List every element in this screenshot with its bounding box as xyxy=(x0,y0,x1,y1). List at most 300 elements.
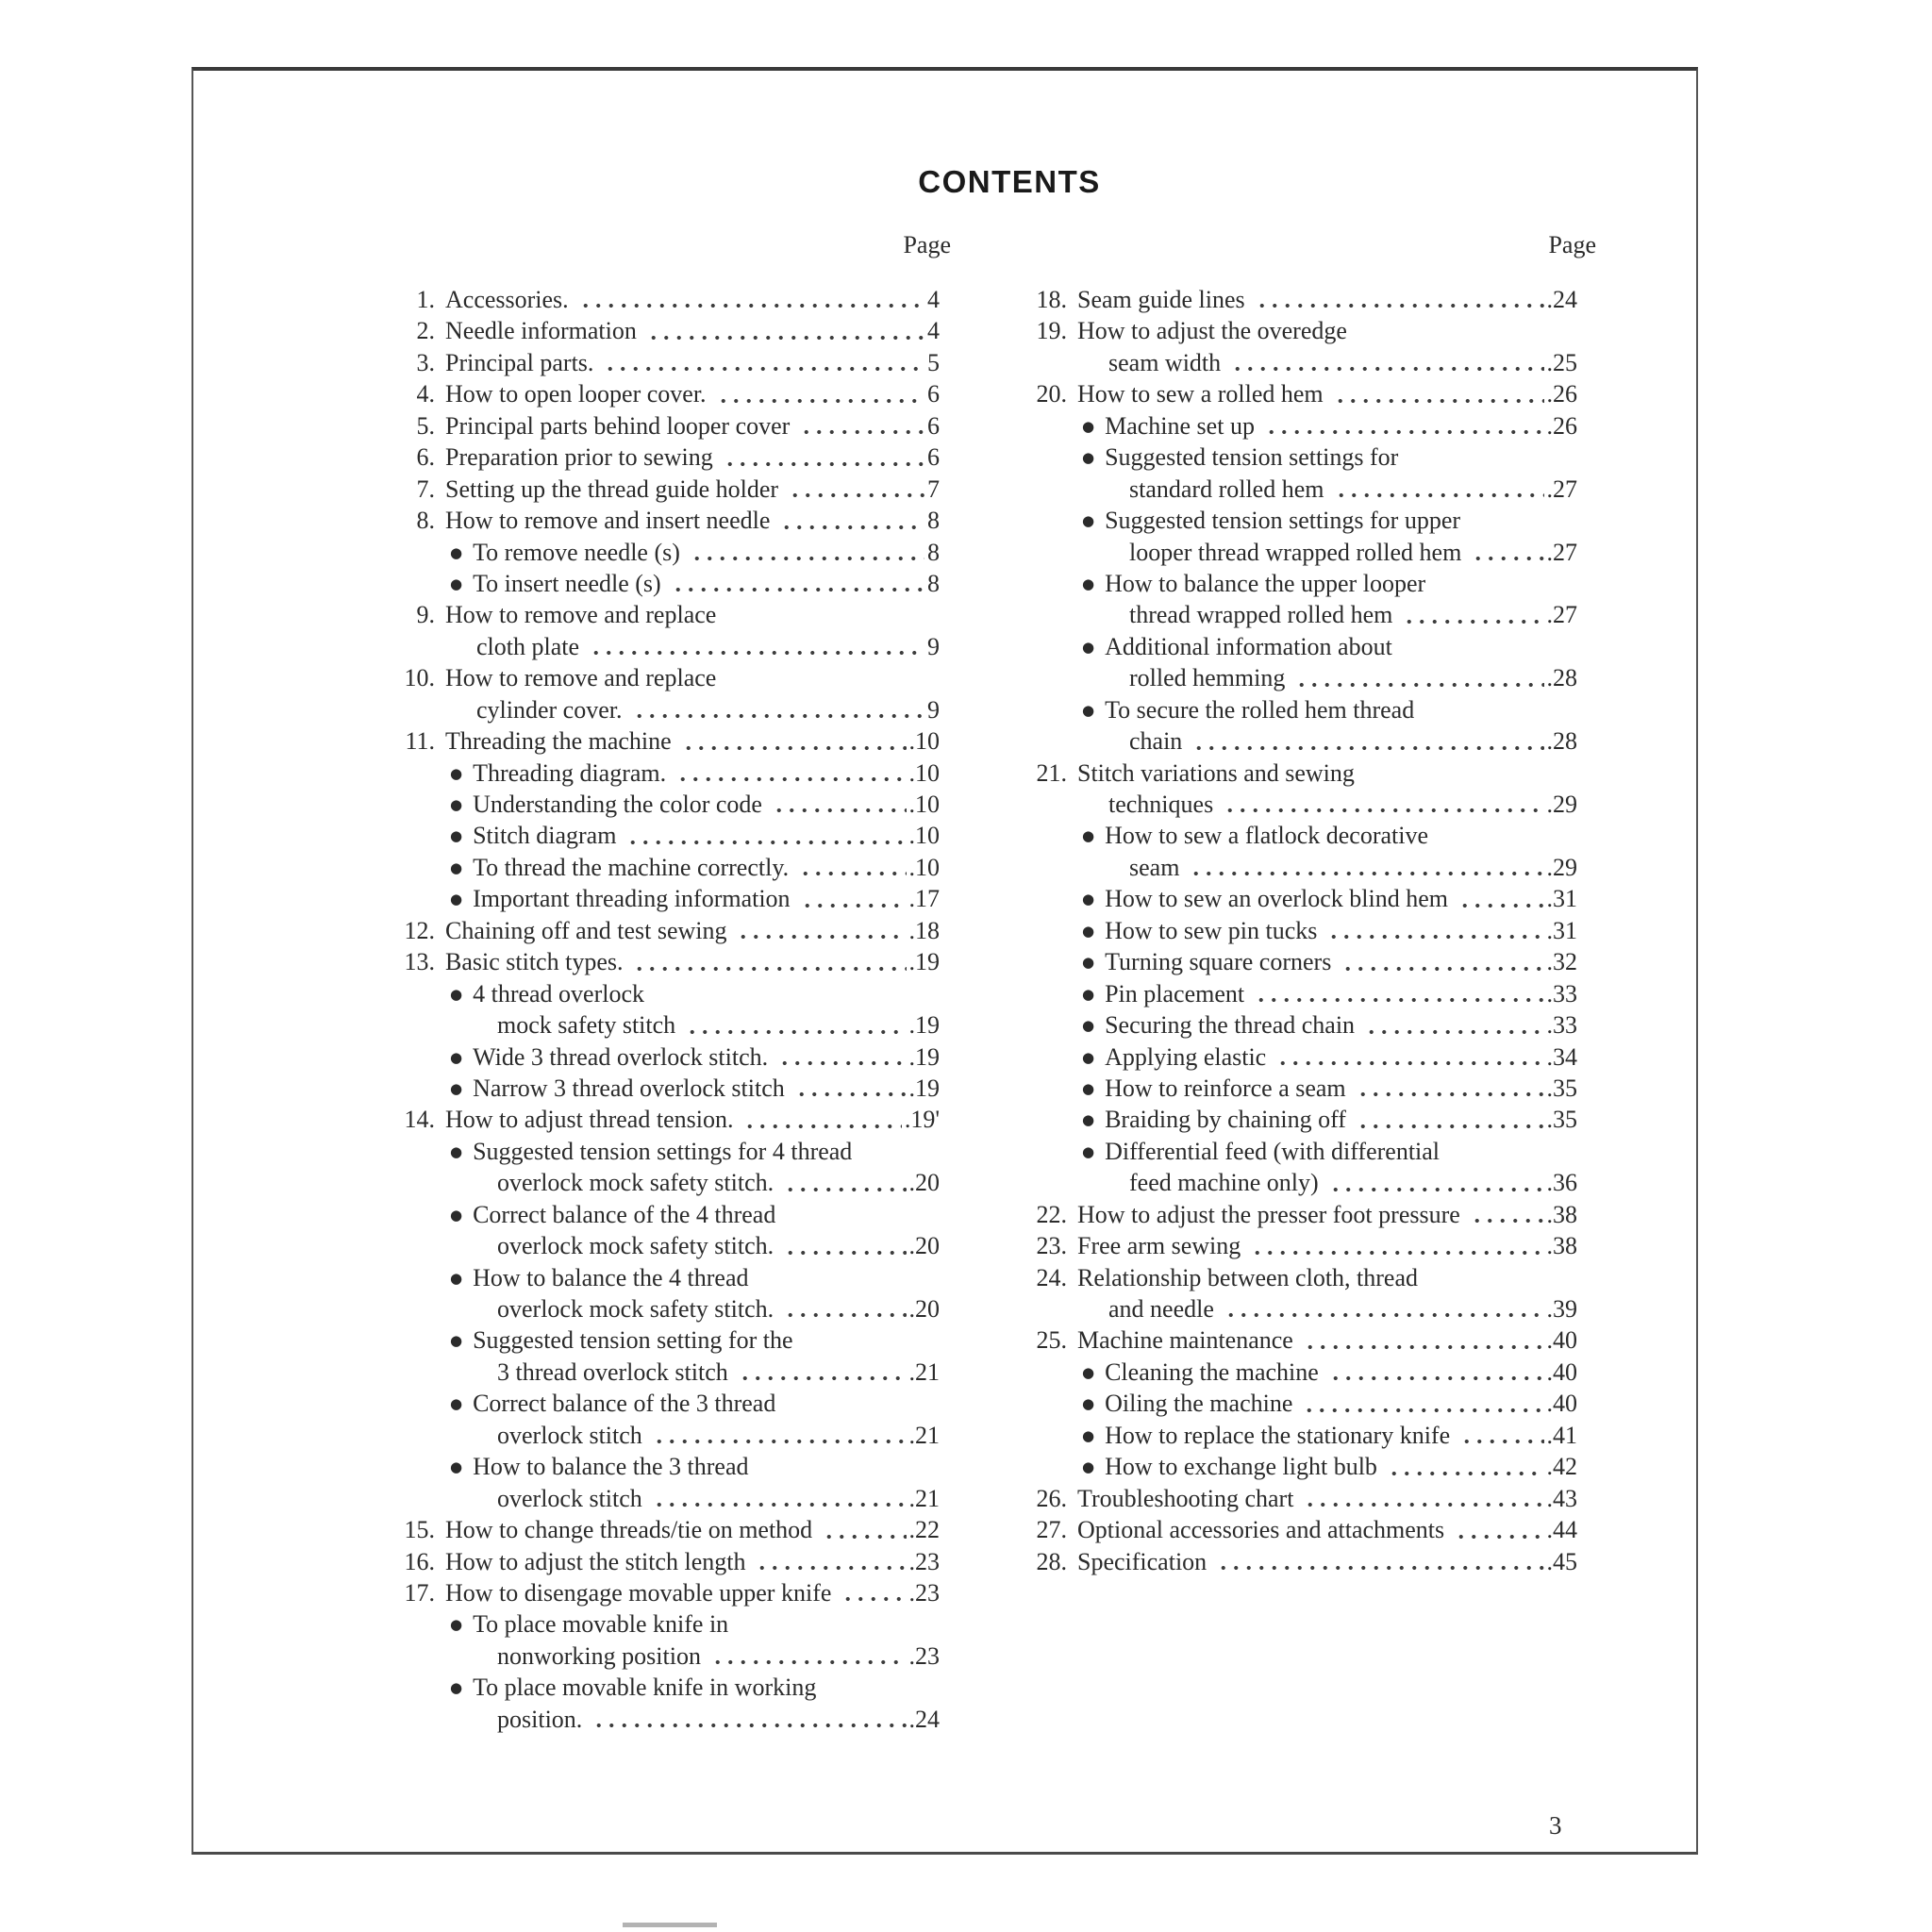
toc-row xyxy=(1024,1420,1577,1451)
toc-page-number: .40 xyxy=(1546,1390,1577,1418)
toc-row xyxy=(391,1514,940,1545)
bullet-icon: ● xyxy=(450,1206,463,1224)
toc-row xyxy=(1024,1041,1577,1073)
toc-row xyxy=(391,1041,940,1073)
toc-entry-text: Preparation prior to sewing xyxy=(445,443,713,472)
bullet-icon: ● xyxy=(450,796,463,813)
dot-leader xyxy=(689,537,924,568)
toc-page-number: .28 xyxy=(1546,727,1577,756)
toc-row xyxy=(1024,1230,1577,1261)
dot-leader xyxy=(1386,1451,1544,1482)
toc-entry-text: seam xyxy=(1129,853,1180,881)
toc-item-number: 20. xyxy=(1036,380,1067,408)
dot-leader xyxy=(1340,946,1543,977)
toc-entry-text: Free arm sewing xyxy=(1077,1232,1241,1260)
bullet-icon: ● xyxy=(1082,1111,1095,1129)
toc-page-number: .23 xyxy=(908,1578,940,1607)
toc-entry-text: Suggested tension setting for the xyxy=(473,1326,793,1355)
toc-page-number: .32 xyxy=(1546,948,1577,976)
toc-page-number: .41 xyxy=(1546,1421,1577,1449)
toc-page-number: .44 xyxy=(1546,1516,1577,1544)
dot-leader xyxy=(782,1293,906,1324)
bullet-icon: ● xyxy=(450,1679,463,1697)
toc-row xyxy=(391,315,940,346)
dot-leader xyxy=(799,883,907,914)
toc-entry-text: Cleaning the machine xyxy=(1105,1357,1319,1386)
toc-page-number: .19 xyxy=(908,1074,940,1102)
dot-leader xyxy=(776,1041,906,1073)
toc-entry-text: overlock mock safety stitch. xyxy=(497,1295,774,1323)
toc-row xyxy=(1024,1262,1577,1293)
toc-row xyxy=(391,946,940,977)
dot-leader xyxy=(1223,1293,1544,1324)
dot-leader xyxy=(782,1230,906,1261)
toc-entry-text: looper thread wrapped rolled hem xyxy=(1129,538,1462,566)
toc-row xyxy=(391,1608,940,1640)
dot-leader xyxy=(1453,1514,1543,1545)
toc-row xyxy=(1024,789,1577,820)
toc-item-number: 22. xyxy=(1036,1200,1067,1228)
toc-item-number: 24. xyxy=(1036,1263,1067,1291)
toc-item-number: 3. xyxy=(416,348,435,376)
dot-leader xyxy=(754,1546,906,1577)
toc-page-number: .26 xyxy=(1546,380,1577,408)
toc-page-number: .38 xyxy=(1546,1200,1577,1228)
toc-entry-text: overlock mock safety stitch. xyxy=(497,1169,774,1197)
dot-leader xyxy=(1327,1167,1544,1198)
toc-entry-text: Seam guide lines xyxy=(1077,286,1245,313)
toc-entry-text: overlock stitch xyxy=(497,1484,642,1512)
toc-entry-text: How to adjust the stitch length xyxy=(445,1547,746,1575)
toc-entry-text: To thread the machine correctly. xyxy=(473,853,790,881)
toc-page-number: .20 xyxy=(908,1169,940,1197)
toc-row xyxy=(391,505,940,536)
toc-entry-text: Applying elastic xyxy=(1105,1042,1267,1071)
dot-leader xyxy=(577,284,924,315)
toc-entry-text: Accessories. xyxy=(445,286,569,313)
toc-page-number: .28 xyxy=(1546,664,1577,692)
dot-leader xyxy=(709,1641,907,1672)
toc-entry-text: To place movable knife in working xyxy=(473,1674,817,1702)
toc-entry-text: How to balance the 4 thread xyxy=(473,1263,749,1291)
toc-item-number: 11. xyxy=(405,727,435,756)
dot-leader xyxy=(1302,1324,1544,1356)
dot-leader xyxy=(840,1577,906,1608)
toc-page-number: .40 xyxy=(1546,1357,1577,1386)
toc-row xyxy=(1024,1167,1577,1198)
toc-entry-text: overlock stitch xyxy=(497,1421,642,1449)
toc-column-right xyxy=(1024,284,1577,1577)
toc-entry-text: How to replace the stationary knife xyxy=(1105,1421,1451,1449)
toc-entry-text: 4 thread overlock xyxy=(473,979,645,1008)
toc-entry-text: position. xyxy=(497,1705,583,1733)
bullet-icon: ● xyxy=(1082,449,1095,467)
bullet-icon: ● xyxy=(1082,1017,1095,1035)
toc-entry-text: Machine maintenance xyxy=(1077,1326,1293,1355)
toc-row xyxy=(391,1073,940,1104)
dot-leader xyxy=(1401,599,1543,630)
toc-entry-text: Stitch diagram xyxy=(473,822,617,850)
bullet-icon: ● xyxy=(450,858,463,876)
toc-row xyxy=(1024,694,1577,725)
bullet-icon: ● xyxy=(450,1332,463,1350)
toc-item-number: 12. xyxy=(404,916,435,944)
toc-row xyxy=(1024,1136,1577,1167)
toc-page-number: .19 xyxy=(908,948,940,976)
toc-entry-text: cloth plate xyxy=(476,632,580,660)
page-column-header-right: Page xyxy=(1548,231,1596,258)
bullet-icon: ● xyxy=(1082,1048,1095,1066)
toc-entry-text: Pin placement xyxy=(1105,979,1245,1008)
toc-item-number: 18. xyxy=(1036,286,1067,313)
toc-row xyxy=(391,978,940,1009)
toc-row xyxy=(1024,1388,1577,1419)
toc-row xyxy=(391,631,940,662)
bullet-icon: ● xyxy=(450,1616,463,1634)
dot-leader xyxy=(1215,1546,1543,1577)
toc-item-number: 16. xyxy=(404,1547,435,1575)
toc-row xyxy=(1024,662,1577,693)
toc-page-number: 8 xyxy=(927,538,940,566)
toc-item-number: 6. xyxy=(416,443,435,472)
toc-entry-text: seam width xyxy=(1108,348,1222,376)
dot-leader xyxy=(1301,1388,1543,1419)
toc-entry-text: Wide 3 thread overlock stitch. xyxy=(473,1042,769,1071)
toc-entry-text: chain xyxy=(1129,727,1183,756)
dot-leader xyxy=(675,758,906,789)
toc-row xyxy=(1024,599,1577,630)
dot-leader xyxy=(1249,1230,1543,1261)
toc-row xyxy=(1024,1546,1577,1577)
dot-leader xyxy=(735,915,906,946)
toc-entry-text: Additional information about xyxy=(1105,632,1392,660)
toc-item-number: 27. xyxy=(1036,1516,1067,1544)
page-title: CONTENTS xyxy=(918,164,1101,199)
toc-item-number: 13. xyxy=(404,948,435,976)
toc-page-number: 4 xyxy=(927,286,940,313)
toc-item-number: 19. xyxy=(1036,317,1067,345)
toc-page-number: .33 xyxy=(1546,1011,1577,1040)
toc-row xyxy=(1024,1324,1577,1356)
dot-leader xyxy=(1263,410,1544,441)
toc-page-number: 8 xyxy=(927,569,940,597)
bullet-icon: ● xyxy=(1082,891,1095,908)
toc-item-number: 10. xyxy=(404,664,435,692)
toc-row xyxy=(391,1357,940,1388)
bullet-icon: ● xyxy=(450,575,463,592)
toc-entry-text: To secure the rolled hem thread xyxy=(1105,695,1415,724)
toc-item-number: 8. xyxy=(416,507,435,535)
toc-page-number: .19 xyxy=(908,1042,940,1071)
toc-entry-text: standard rolled hem xyxy=(1129,475,1324,503)
toc-page-number: .27 xyxy=(1546,601,1577,629)
toc-row xyxy=(391,1293,940,1324)
dot-leader xyxy=(771,789,907,820)
toc-row xyxy=(1024,946,1577,977)
dot-leader xyxy=(1458,1420,1543,1451)
toc-item-number: 25. xyxy=(1036,1326,1067,1355)
toc-page-number: .10 xyxy=(908,727,940,756)
dot-leader xyxy=(1293,662,1543,693)
toc-entry-text: How to remove and replace xyxy=(445,664,717,692)
dot-leader xyxy=(645,315,924,346)
toc-entry-text: Optional accessories and attachments xyxy=(1077,1516,1445,1544)
dot-leader xyxy=(1457,883,1543,914)
toc-entry-text: rolled hemming xyxy=(1129,664,1286,692)
toc-row xyxy=(1024,883,1577,914)
bullet-icon: ● xyxy=(1082,954,1095,972)
toc-page-number: .21 xyxy=(908,1421,940,1449)
dot-leader xyxy=(1229,347,1543,378)
toc-page-number: .39 xyxy=(1546,1295,1577,1323)
dot-leader xyxy=(1332,378,1544,409)
toc-page-number: .24 xyxy=(1546,286,1577,313)
toc-row xyxy=(1024,1483,1577,1514)
dot-leader xyxy=(631,694,925,725)
toc-entry-text: To insert needle (s) xyxy=(473,569,661,597)
toc-item-number: 7. xyxy=(416,475,435,503)
toc-row xyxy=(1024,378,1577,409)
toc-page-number: .19 xyxy=(908,1011,940,1040)
toc-page-number: .10 xyxy=(908,791,940,818)
toc-page-number: 6 xyxy=(927,411,940,440)
toc-entry-text: How to adjust thread tension. xyxy=(445,1106,734,1134)
toc-row xyxy=(391,1009,940,1041)
bullet-icon: ● xyxy=(450,764,463,782)
toc-item-number: 23. xyxy=(1036,1232,1067,1260)
toc-page-number: .21 xyxy=(908,1484,940,1512)
dot-leader xyxy=(1254,284,1544,315)
toc-item-number: 28. xyxy=(1036,1547,1067,1575)
toc-entry-text: Differential feed (with differential xyxy=(1105,1137,1441,1165)
toc-page-number: .36 xyxy=(1546,1169,1577,1197)
toc-page-number: .20 xyxy=(908,1295,940,1323)
toc-page-number: .23 xyxy=(908,1547,940,1575)
page-column-header-left: Page xyxy=(903,231,951,258)
toc-row xyxy=(391,789,940,820)
toc-row xyxy=(1024,315,1577,346)
toc-page-number: .20 xyxy=(908,1232,940,1260)
toc-page-number: 4 xyxy=(927,317,940,345)
dot-leader xyxy=(1355,1104,1544,1135)
toc-row xyxy=(391,1451,940,1482)
toc-row xyxy=(391,1388,940,1419)
toc-item-number: 2. xyxy=(416,317,435,345)
dot-leader xyxy=(684,1009,906,1041)
toc-page-number: .34 xyxy=(1546,1042,1577,1071)
toc-entry-text: nonworking position xyxy=(497,1641,701,1670)
page-number: 3 xyxy=(1549,1811,1562,1840)
dot-leader xyxy=(722,441,924,473)
toc-entry-text: Securing the thread chain xyxy=(1105,1011,1356,1040)
dot-leader xyxy=(588,631,924,662)
dot-leader xyxy=(1191,725,1543,757)
toc-row xyxy=(1024,978,1577,1009)
toc-row xyxy=(391,410,940,441)
toc-page-number: .33 xyxy=(1546,979,1577,1008)
toc-entry-text: Principal parts. xyxy=(445,348,594,376)
toc-page-number: .19' xyxy=(904,1106,940,1134)
toc-entry-text: How to adjust the overedge xyxy=(1077,317,1347,345)
toc-page-number: .26 xyxy=(1546,411,1577,440)
bullet-icon: ● xyxy=(450,827,463,845)
toc-row xyxy=(1024,1199,1577,1230)
toc-row xyxy=(1024,474,1577,505)
toc-row xyxy=(391,1230,940,1261)
toc-page-number: .35 xyxy=(1546,1106,1577,1134)
toc-page-number: .27 xyxy=(1546,475,1577,503)
toc-page-number: .42 xyxy=(1546,1453,1577,1481)
toc-entry-text: cylinder cover. xyxy=(476,695,623,724)
toc-page-number: .45 xyxy=(1546,1547,1577,1575)
toc-entry-text: How to change threads/tie on method xyxy=(445,1516,813,1544)
toc-row xyxy=(391,441,940,473)
toc-entry-text: How to remove and insert needle xyxy=(445,507,771,535)
dot-leader xyxy=(1469,1199,1544,1230)
bullet-icon: ● xyxy=(450,1142,463,1160)
toc-row xyxy=(391,1167,940,1198)
toc-row xyxy=(391,1199,940,1230)
dot-leader xyxy=(741,1104,901,1135)
toc-row xyxy=(391,725,940,757)
toc-page-number: .31 xyxy=(1546,885,1577,913)
dot-leader xyxy=(651,1483,907,1514)
toc-entry-text: Braiding by chaining off xyxy=(1105,1106,1346,1134)
toc-item-number: 4. xyxy=(416,380,435,408)
toc-entry-text: How to sew a flatlock decorative xyxy=(1105,822,1429,850)
toc-entry-text: Threading diagram. xyxy=(473,758,667,787)
toc-page-number: .23 xyxy=(908,1641,940,1670)
dot-leader xyxy=(680,725,907,757)
toc-entry-text: How to remove and replace xyxy=(445,601,717,629)
bullet-icon: ● xyxy=(450,1269,463,1287)
bullet-icon: ● xyxy=(450,1395,463,1413)
toc-page-number: .40 xyxy=(1546,1326,1577,1355)
dot-leader xyxy=(1274,1041,1543,1073)
toc-row xyxy=(391,568,940,599)
toc-entry-text: Specification xyxy=(1077,1547,1208,1575)
toc-entry-text: How to exchange light bulb xyxy=(1105,1453,1377,1481)
toc-row xyxy=(391,694,940,725)
toc-row xyxy=(1024,1451,1577,1482)
dot-leader xyxy=(651,1420,907,1451)
toc-entry-text: thread wrapped rolled hem xyxy=(1129,601,1393,629)
dot-leader xyxy=(1327,1357,1544,1388)
toc-row xyxy=(391,474,940,505)
toc-row xyxy=(391,378,940,409)
toc-row xyxy=(391,537,940,568)
toc-entry-text: Troubleshooting chart xyxy=(1077,1484,1294,1512)
toc-page-number: 9 xyxy=(927,632,940,660)
dot-leader xyxy=(715,378,924,409)
toc-row xyxy=(391,883,940,914)
bullet-icon: ● xyxy=(450,1458,463,1476)
toc-row xyxy=(391,599,940,630)
dot-leader xyxy=(1222,789,1543,820)
toc-row xyxy=(391,1672,940,1703)
toc-item-number: 26. xyxy=(1036,1484,1067,1512)
toc-entry-text: Important threading information xyxy=(473,885,791,913)
toc-row xyxy=(1024,347,1577,378)
toc-row xyxy=(391,662,940,693)
toc-entry-text: To remove needle (s) xyxy=(473,538,680,566)
toc-row xyxy=(391,1104,940,1135)
toc-row xyxy=(391,915,940,946)
toc-entry-text: Suggested tension settings for upper xyxy=(1105,507,1461,535)
toc-page-number: .10 xyxy=(908,822,940,850)
toc-page-number: .27 xyxy=(1546,538,1577,566)
toc-entry-text: Correct balance of the 4 thread xyxy=(473,1200,776,1228)
scan-artifact xyxy=(623,1923,717,1927)
dot-leader xyxy=(797,852,906,883)
toc-page-number: .18 xyxy=(908,916,940,944)
bullet-icon: ● xyxy=(450,543,463,561)
toc-entry-text: feed machine only) xyxy=(1129,1169,1319,1197)
toc-row xyxy=(1024,1073,1577,1104)
bullet-icon: ● xyxy=(450,1048,463,1066)
bullet-icon: ● xyxy=(450,985,463,1003)
toc-row xyxy=(391,758,940,789)
toc-entry-text: Suggested tension settings for 4 thread xyxy=(473,1137,853,1165)
toc-entry-text: 3 thread overlock stitch xyxy=(497,1357,728,1386)
toc-row xyxy=(1024,1104,1577,1135)
bullet-icon: ● xyxy=(450,1079,463,1097)
dot-leader xyxy=(778,505,924,536)
bullet-icon: ● xyxy=(1082,1426,1095,1444)
toc-page-number: 6 xyxy=(927,380,940,408)
bullet-icon: ● xyxy=(1082,922,1095,940)
toc-item-number: 21. xyxy=(1036,758,1067,787)
toc-entry-text: How to sew pin tucks xyxy=(1105,916,1318,944)
toc-page-number: .10 xyxy=(908,853,940,881)
dot-leader xyxy=(1188,852,1543,883)
toc-row xyxy=(391,1577,940,1608)
toc-page-number: .17 xyxy=(908,885,940,913)
toc-page-number: .43 xyxy=(1546,1484,1577,1512)
toc-row xyxy=(1024,1009,1577,1041)
toc-entry-text: Oiling the machine xyxy=(1105,1390,1293,1418)
toc-page-number: 7 xyxy=(927,475,940,503)
bullet-icon: ● xyxy=(1082,985,1095,1003)
bullet-icon: ● xyxy=(1082,827,1095,845)
toc-entry-text: Stitch variations and sewing xyxy=(1077,758,1355,787)
toc-entry-text: Machine set up xyxy=(1105,411,1255,440)
toc-entry-text: Suggested tension settings for xyxy=(1105,443,1399,472)
dot-leader xyxy=(670,568,924,599)
toc-entry-text: Principal parts behind looper cover xyxy=(445,411,791,440)
dot-leader xyxy=(787,474,924,505)
dot-leader xyxy=(1355,1073,1544,1104)
dot-leader xyxy=(737,1357,907,1388)
toc-row xyxy=(391,1420,940,1451)
dot-leader xyxy=(591,1704,906,1735)
toc-row xyxy=(1024,505,1577,536)
toc-row xyxy=(1024,725,1577,757)
dot-leader xyxy=(1470,537,1543,568)
toc-page-number: .25 xyxy=(1546,348,1577,376)
toc-entry-text: Narrow 3 thread overlock stitch xyxy=(473,1074,785,1102)
dot-leader xyxy=(1302,1483,1543,1514)
dot-leader xyxy=(798,410,924,441)
toc-page-number: .10 xyxy=(908,758,940,787)
bullet-icon: ● xyxy=(1082,1458,1095,1476)
toc-item-number: 1. xyxy=(416,286,435,313)
toc-entry-text: How to balance the 3 thread xyxy=(473,1453,749,1481)
toc-row xyxy=(391,1641,940,1672)
toc-entry-text: How to sew a rolled hem xyxy=(1077,380,1324,408)
toc-entry-text: How to reinforce a seam xyxy=(1105,1074,1346,1102)
toc-row xyxy=(1024,1514,1577,1545)
